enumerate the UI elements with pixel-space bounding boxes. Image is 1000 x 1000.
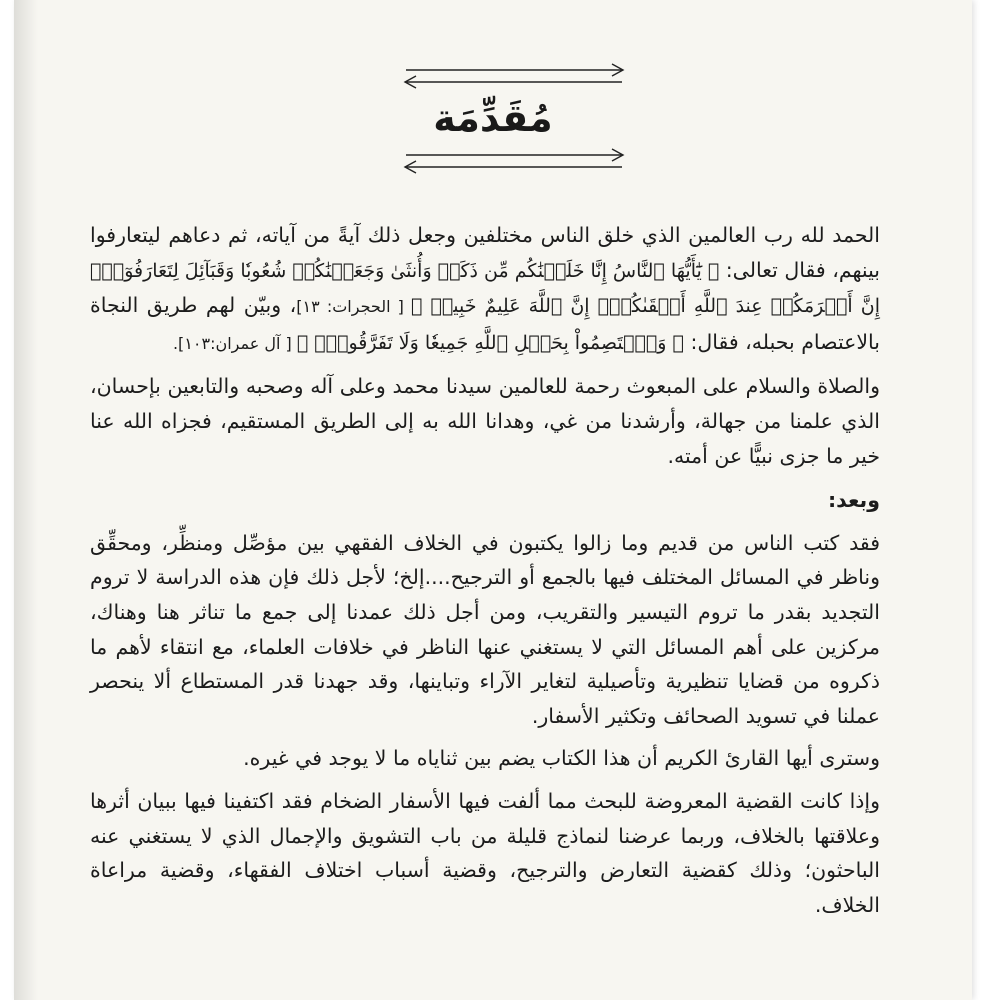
paragraph-salutation: والصلاة والسلام على المبعوث رحمة للعالمين سيدنا محمد وعلى آله وصحبه والتابعين بإحسان، الذي علمنا من جهالة، وأرشدنا من غي، وهدانا الله به إلى الطريق المستقيم، فجزاه الله عنا خير ما جزى نبيًّا عن أمته. xyxy=(90,374,880,468)
quran-verse-al-imran: ﴿ وَٱعۡتَصِمُواْ بِحَبۡلِ ٱللَّهِ جَمِيعٗا وَلَا تَفَرَّقُواْۚ ﴾ xyxy=(296,331,684,354)
title-ornament-bottom xyxy=(394,143,634,183)
paragraph-purpose: فقد كتب الناس من قديم وما زالوا يكتبون في الخلاف الفقهي بين مؤصِّل ومنظِّر، ومحقِّق وناظر في المسائل المختلف فيها بالجمع أو الترجيح....إلخ؛ لأجل ذلك فإن هذه الدراسة لا تروم التجديد بقدر ما تروم التيسير والتقريب، ومن أجل ذلك عمدنا إلى جمع ما تناثر هنا وهناك، مركزين على أهم المسائل التي لا يستغني عنها الناظر في خلافات العلماء، مع انتقاء لأهم ما ذكروه من قضايا تنظيرية وتأصيلية لتغاير الآراء وتباينها، وقد جهدنا قدر المستطاع ألا ينحصر عملنا في تسويد الصحائف وتكثير الأسفار. xyxy=(90,530,880,728)
quran-verse-hujurat: ﴿ يَٰٓأَيُّهَا ٱلنَّاسُ إِنَّا خَلَقۡنَٰكُم مِّن ذَكَرٖ وَأُنثَىٰ وَجَعَلۡنَٰكُمۡ شُعُوبٗا وَقَبَآئِلَ لِتَعَارَفُوٓاْۚ إِنَّ أَكۡرَمَكُمۡ عِندَ ٱللَّهِ أَتۡقَىٰكُمۡۚ إِنَّ ٱللَّهَ عَلِيمٌ خَبِيرٞ ﴾ xyxy=(90,259,881,318)
paragraph-praise-text-a: الحمد لله رب العالمين الذي خلق الناس مختلفين وجعل ذلك آيةً من آياته، ثم دعاهم ليتعارفوا بينهم، فقال تعالى: xyxy=(90,223,880,282)
paragraph-praise xyxy=(90,218,880,361)
section-heading: وبعد: xyxy=(827,488,880,513)
book-page xyxy=(14,0,972,1000)
verse-reference-al-imran: [ آل عمران:١٠٣]. xyxy=(172,333,297,353)
title-ornament-top xyxy=(394,58,634,98)
verse-reference-hujurat: [ الحجرات: ١٣] xyxy=(296,297,412,317)
page-title: مُقَدِّمَة xyxy=(433,96,553,140)
body-text xyxy=(90,218,880,930)
paragraph-praise-text-b: ، وبيّن لهم طريق النجاة بالاعتصام بحبله، فقال: xyxy=(90,293,880,354)
paragraph-reader: وسترى أيها القارئ الكريم أن هذا الكتاب يضم بين ثناياه ما لا يوجد في غيره. xyxy=(243,746,880,771)
paragraph-method: وإذا كانت القضية المعروضة للبحث مما ألفت فيها الأسفار الضخام فقد اكتفينا فيها ببيان أثرها وعلاقتها بالخلاف، وربما عرضنا لنماذج قليلة من باب التشويق والإجمال الذي لا يستغني عنه الباحثون؛ وذلك كقضية التعارض والترجيح، وقضية أسباب اختلاف الفقهاء، وقضية مراعاة الخلاف. xyxy=(90,788,880,917)
